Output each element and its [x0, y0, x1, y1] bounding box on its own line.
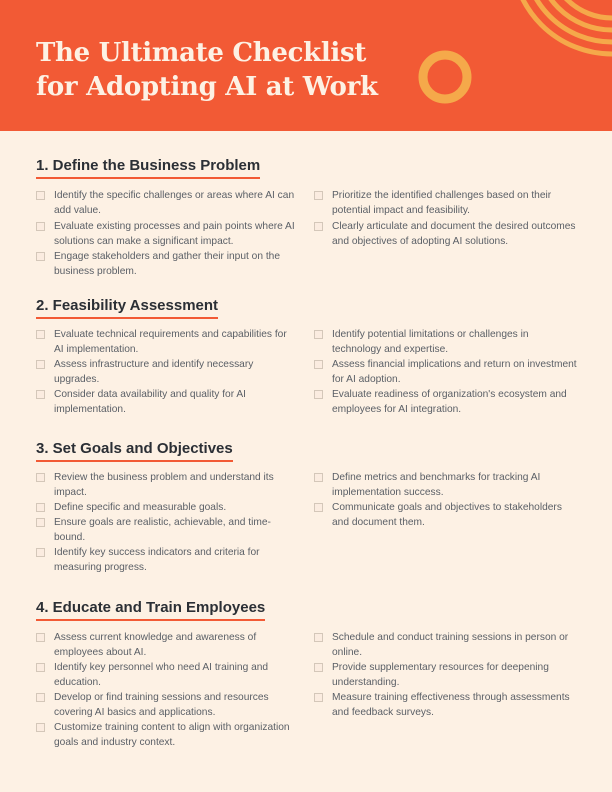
checkbox-icon[interactable]	[314, 473, 323, 482]
checkbox-icon[interactable]	[36, 222, 45, 231]
checklist-item[interactable]: Measure training effectiveness through assessments and feedback surveys.	[314, 690, 580, 720]
checklist-item[interactable]: Evaluate existing processes and pain points where AI solutions can make a significant impact.	[36, 219, 298, 249]
section-heading-define-problem: 1. Define the Business Problem	[36, 157, 260, 179]
checklist-item[interactable]: Define specific and measurable goals.	[36, 500, 298, 515]
checkbox-icon[interactable]	[36, 633, 45, 642]
checklist-item[interactable]: Assess infrastructure and identify necessary upgrades.	[36, 357, 298, 387]
checkbox-icon[interactable]	[314, 633, 323, 642]
checkbox-icon[interactable]	[36, 723, 45, 732]
checkbox-icon[interactable]	[314, 503, 323, 512]
checklist-item[interactable]: Identify potential limitations or challenges in technology and expertise.	[314, 327, 580, 357]
checklist-item[interactable]: Review the business problem and understand its impact.	[36, 470, 298, 500]
checklist-item[interactable]: Engage stakeholders and gather their input on the business problem.	[36, 249, 298, 279]
checklist-item[interactable]: Identify key success indicators and criteria for measuring progress.	[36, 545, 298, 575]
checkbox-icon[interactable]	[36, 252, 45, 261]
checkbox-icon[interactable]	[36, 503, 45, 512]
checklist-item[interactable]: Evaluate readiness of organization's ecosystem and employees for AI integration.	[314, 387, 580, 417]
checkbox-icon[interactable]	[36, 473, 45, 482]
checkbox-icon[interactable]	[314, 360, 323, 369]
checklist-item[interactable]: Ensure goals are realistic, achievable, and time-bound.	[36, 515, 298, 545]
checklist-item[interactable]: Define metrics and benchmarks for tracking AI implementation success.	[314, 470, 580, 500]
section-heading-feasibility: 2. Feasibility Assessment	[36, 297, 218, 319]
checkbox-icon[interactable]	[314, 663, 323, 672]
title-line-2: for Adopting AI at Work	[36, 72, 378, 102]
checklist-item[interactable]: Communicate goals and objectives to stakeholders and document them.	[314, 500, 580, 530]
checkbox-icon[interactable]	[36, 663, 45, 672]
checklist-item[interactable]: Clearly articulate and document the desired outcomes and objectives of adopting AI solutions.	[314, 219, 580, 249]
checkbox-icon[interactable]	[36, 191, 45, 200]
header-banner	[0, 0, 612, 131]
checklist-item[interactable]: Identify key personnel who need AI training and education.	[36, 660, 298, 690]
checklist-item[interactable]: Schedule and conduct training sessions in person or online.	[314, 630, 580, 660]
checklist-item[interactable]: Assess financial implications and return on investment for AI adoption.	[314, 357, 580, 387]
checklist-item[interactable]: Assess current knowledge and awareness of employees about AI.	[36, 630, 298, 660]
checklist-item[interactable]: Prioritize the identified challenges based on their potential impact and feasibility.	[314, 188, 580, 218]
checkbox-icon[interactable]	[314, 330, 323, 339]
checkbox-icon[interactable]	[36, 390, 45, 399]
checkbox-icon[interactable]	[314, 222, 323, 231]
checkbox-icon[interactable]	[36, 693, 45, 702]
checklist-item[interactable]: Consider data availability and quality for AI implementation.	[36, 387, 298, 417]
page-title	[36, 36, 378, 104]
checkbox-icon[interactable]	[36, 548, 45, 557]
checklist-item[interactable]: Provide supplementary resources for deepening understanding.	[314, 660, 580, 690]
checkbox-icon[interactable]	[36, 518, 45, 527]
checklist-item[interactable]: Customize training content to align with organization goals and industry context.	[36, 720, 298, 750]
checklist-item[interactable]: Identify the specific challenges or areas where AI can add value.	[36, 188, 298, 218]
checkbox-icon[interactable]	[314, 390, 323, 399]
checklist-item[interactable]: Evaluate technical requirements and capabilities for AI implementation.	[36, 327, 298, 357]
checkbox-icon[interactable]	[314, 693, 323, 702]
section-heading-goals: 3. Set Goals and Objectives	[36, 440, 233, 462]
checkbox-icon[interactable]	[36, 360, 45, 369]
section-heading-educate: 4. Educate and Train Employees	[36, 599, 265, 621]
checklist-item[interactable]: Develop or find training sessions and resources covering AI basics and applications.	[36, 690, 298, 720]
title-line-1: The Ultimate Checklist	[36, 38, 367, 68]
checkbox-icon[interactable]	[314, 191, 323, 200]
decorative-ring-icon	[423, 55, 467, 99]
checkbox-icon[interactable]	[36, 330, 45, 339]
